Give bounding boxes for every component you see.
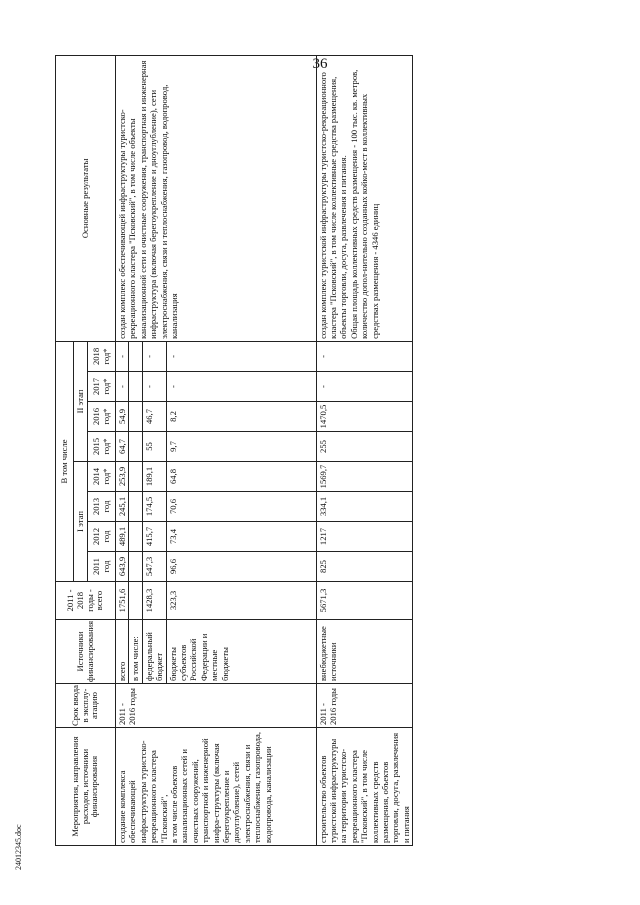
header-stage1: I этап — [74, 462, 88, 582]
header-year-2011: 2011 год — [88, 552, 116, 582]
page-number: 36 — [312, 56, 328, 72]
table-row — [316, 55, 413, 845]
block1-total-cell: 1751,6 — [116, 582, 129, 620]
block2-value-cell: - — [316, 341, 413, 371]
header-year-2015: 2015 год* — [88, 432, 116, 462]
block1-measure: создание комплекса обеспечивающей инфраструктуры туристско-рекреационного кластера "Псковский", в том числе объектов канализационных сетей и очистных сооружений, транспортной и инженерной инфра-структуры (включая берегоукрепление и дноуглубление), сетей электроснабжения, связи и теплоснабжения, газопровода, водопровода, канализации — [116, 728, 317, 846]
block1-value-cell — [129, 492, 142, 522]
header-source: Источники финансирования — [56, 620, 116, 684]
block1-value-cell — [129, 341, 142, 371]
header-term: Срок ввода в эксплу-атацию — [56, 684, 116, 728]
block2-source: внебюджетные источники — [316, 620, 413, 684]
block1-value-cell: 245,1 — [116, 492, 129, 522]
block2-value-cell: 255 — [316, 432, 413, 462]
block1-value-cell: 64,7 — [116, 432, 129, 462]
block1-value-cell: 73,4 — [166, 522, 316, 552]
header-year-2014: 2014 год* — [88, 462, 116, 492]
block2-value-cell: 1217 — [316, 522, 413, 552]
block1-value-cell — [129, 522, 142, 552]
block1-value-cell: - — [142, 341, 166, 371]
block1-total-cell: 323,3 — [166, 582, 316, 620]
block2-value-cell: - — [316, 372, 413, 402]
block1-value-cell: 489,1 — [116, 522, 129, 552]
block1-source-cell: в том числе: — [129, 620, 142, 684]
header-results: Основные результаты — [56, 55, 116, 341]
financing-table — [55, 55, 413, 846]
block1-value-cell: 643,9 — [116, 552, 129, 582]
header-total: 2011 - 2018 годы - всего — [56, 582, 116, 620]
block1-value-cell: 8,2 — [166, 402, 316, 432]
header-year-2018: 2018 год* — [88, 341, 116, 371]
block1-value-cell: - — [116, 372, 129, 402]
table-row — [116, 55, 129, 845]
block1-value-cell: - — [166, 341, 316, 371]
block1-value-cell: - — [142, 372, 166, 402]
block2-total: 5671,3 — [316, 582, 413, 620]
block2-measure: строительство объектов туристской инфраструктуры на территории туристско-рекреационного кластера "Псковский", в том числе коллективных средств размещения, объектов торговли, досуга, развлечения и питания — [316, 728, 413, 846]
block2-value-cell: 1470,5 — [316, 402, 413, 432]
block1-value-cell: 96,6 — [166, 552, 316, 582]
block1-value-cell: 46,7 — [142, 402, 166, 432]
header-measure: Мероприятия, направления расходов, источники финансирования — [56, 728, 116, 846]
block2-value-cell: 825 — [316, 552, 413, 582]
block2-value-cell: 334,1 — [316, 492, 413, 522]
block1-value-cell: - — [166, 372, 316, 402]
block1-value-cell: 174,5 — [142, 492, 166, 522]
block1-source-cell: федеральный бюджет — [142, 620, 166, 684]
block1-value-cell — [129, 462, 142, 492]
header-year-2017: 2017 год* — [88, 372, 116, 402]
block1-value-cell: 64,8 — [166, 462, 316, 492]
block1-value-cell — [129, 432, 142, 462]
block1-value-cell — [129, 552, 142, 582]
block2-value-cell: 1569,7 — [316, 462, 413, 492]
header-year-2016: 2016 год* — [88, 402, 116, 432]
block1-value-cell — [129, 372, 142, 402]
document-footer: 24012345.doc — [14, 824, 23, 870]
block1-value-cell: 547,3 — [142, 552, 166, 582]
block1-value-cell: 253,9 — [116, 462, 129, 492]
block1-source-cell: всего — [116, 620, 129, 684]
block1-value-cell: 70,6 — [166, 492, 316, 522]
header-incl: В том числе — [56, 341, 74, 581]
block1-source-cell: бюджеты субъектов Российской Федерации и местные бюджеты — [166, 620, 316, 684]
block1-value-cell: - — [116, 341, 129, 371]
block1-value-cell: 189,1 — [142, 462, 166, 492]
block1-term: 2011 - 2016 годы — [116, 684, 317, 728]
header-year-2012: 2012 год — [88, 522, 116, 552]
header-year-2013: 2013 год — [88, 492, 116, 522]
block1-value-cell: 54,9 — [116, 402, 129, 432]
block1-value-cell: 9,7 — [166, 432, 316, 462]
block1-value-cell: 55 — [142, 432, 166, 462]
block1-total-cell: 1428,3 — [142, 582, 166, 620]
block1-total-cell — [129, 582, 142, 620]
header-stage2: II этап — [74, 341, 88, 461]
block1-results: создан комплекс обеспечивающей инфраструктуры туристско-рекреационного кластера "Псковский", в том числе объекты канализационной сети и очистные сооружения, транспортная и инженерная инфраструктура (включая берегоукрепление и дноуглубление), сети электроснабжения, связи и теплоснабжения, газопровод, водопровод, канализация — [116, 55, 317, 341]
block2-term: 2011 - 2016 годы — [316, 684, 413, 728]
block2-results: создан комплекс туристской инфраструктуры туристско-рекреационного кластера "Псковский", в том числе коллективные средства размещения, объекты торговли, досуга, развлечения и питания. Общая площадь коллективных средств размещения - 100 тыс. кв. метров, количество допол-нительно созданных койко-мест в коллективных средствах размещения - 4346 единиц — [316, 55, 413, 341]
block1-value-cell — [129, 402, 142, 432]
block1-value-cell: 415,7 — [142, 522, 166, 552]
